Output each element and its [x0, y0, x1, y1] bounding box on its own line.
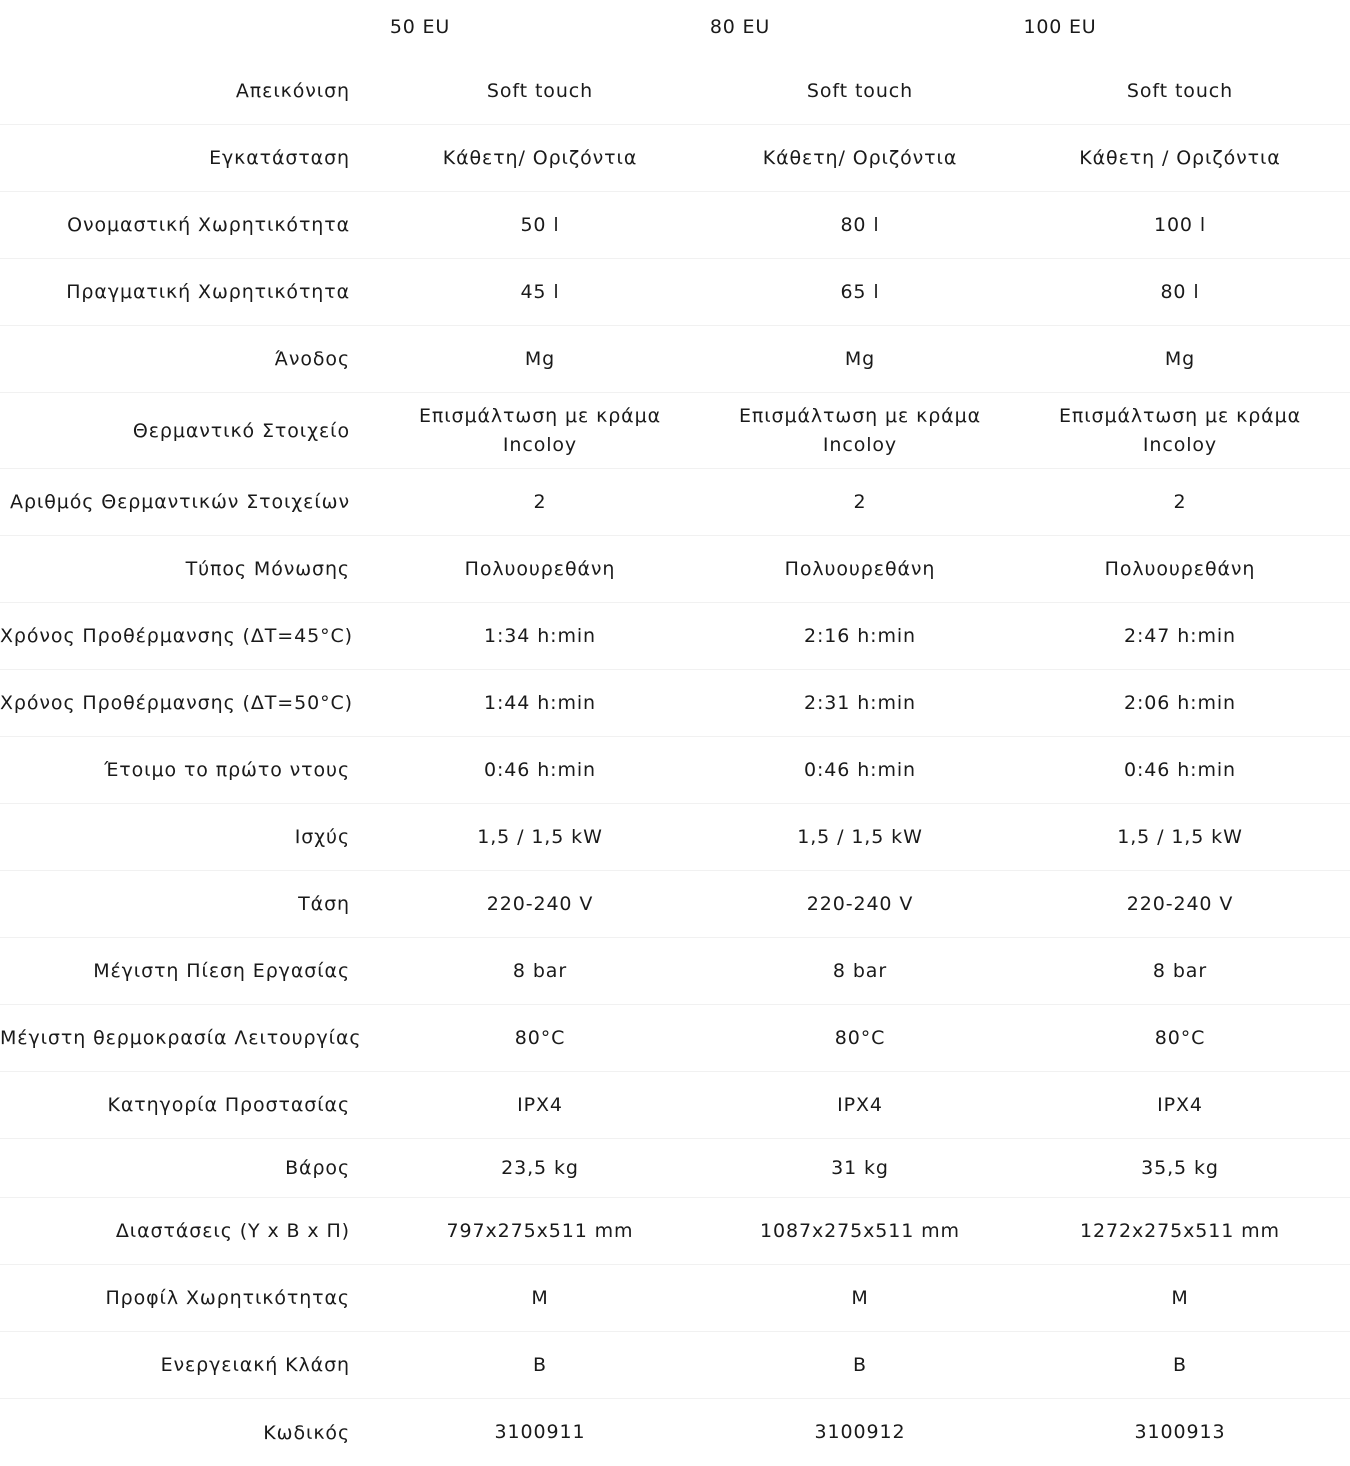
cell-50: 2 — [533, 490, 547, 513]
table-row — [0, 938, 1350, 1005]
cell-80 — [700, 402, 1020, 460]
cell-100: Soft touch — [1126, 79, 1234, 102]
model-header-100: 100 EU — [1023, 16, 1097, 38]
row-label: Απεικόνιση — [235, 80, 350, 102]
cell-50: M — [531, 1286, 549, 1309]
row-label: Χρόνος Προθέρμανσης (ΔT=45°C) — [0, 625, 353, 647]
table-row — [0, 1399, 1350, 1466]
cell-line-2: Incoloy — [822, 433, 898, 456]
table-row — [0, 469, 1350, 536]
table-row — [0, 326, 1350, 393]
cell-100: M — [1171, 1286, 1189, 1309]
cell-50: 80°C — [514, 1026, 566, 1049]
table-row — [0, 804, 1350, 871]
cell-80: IPX4 — [837, 1093, 883, 1116]
cell-80: 1,5 / 1,5 kW — [797, 825, 923, 848]
model-header-80: 80 EU — [709, 16, 771, 38]
cell-50: Πολυουρεθάνη — [464, 557, 616, 580]
row-label: Άνοδος — [274, 348, 350, 370]
table-row — [0, 670, 1350, 737]
cell-100: Mg — [1164, 347, 1196, 370]
cell-100: 1272x275x511 mm — [1080, 1219, 1280, 1242]
cell-80: 65 l — [840, 280, 880, 303]
cell-50: 797x275x511 mm — [446, 1219, 634, 1242]
table-header — [0, 0, 1350, 58]
cell-50: 23,5 kg — [501, 1156, 579, 1179]
cell-100: Πολυουρεθάνη — [1104, 557, 1256, 580]
cell-100: 2:47 h:min — [1124, 624, 1236, 647]
cell-50: 220-240 V — [486, 892, 594, 915]
cell-50: 1:34 h:min — [484, 624, 596, 647]
cell-80: B — [853, 1353, 867, 1376]
cell-100: 2 — [1173, 490, 1187, 513]
cell-100: 100 l — [1153, 213, 1207, 236]
row-label: Διαστάσεις (Υ x Β x Π) — [115, 1220, 350, 1242]
cell-80: 1087x275x511 mm — [760, 1219, 960, 1242]
cell-line-1: Επισμάλτωση με κράμα — [1058, 404, 1302, 427]
model-header-50: 50 EU — [389, 16, 451, 38]
cell-line-1: Επισμάλτωση με κράμα — [418, 404, 662, 427]
cell-100: 80 l — [1160, 280, 1200, 303]
cell-80: 220-240 V — [806, 892, 914, 915]
table-row — [0, 1072, 1350, 1139]
cell-line-2: Incoloy — [502, 433, 578, 456]
cell-100: 3100913 — [1134, 1421, 1226, 1443]
table-row — [0, 603, 1350, 670]
cell-50: 0:46 h:min — [484, 758, 596, 781]
row-label: Τάση — [298, 893, 350, 915]
row-label: Κατηγορία Προστασίας — [107, 1094, 350, 1116]
cell-80: 2 — [853, 490, 867, 513]
cell-80: 2:31 h:min — [804, 691, 916, 714]
row-label: Κωδικός — [263, 1421, 350, 1444]
row-label: Αριθμός Θερμαντικών Στοιχείων — [10, 491, 350, 513]
table-row — [0, 259, 1350, 326]
cell-50: 45 l — [520, 280, 560, 303]
cell-50: Soft touch — [486, 79, 594, 102]
cell-50: 50 l — [520, 213, 560, 236]
cell-80: 2:16 h:min — [804, 624, 916, 647]
table-row — [0, 871, 1350, 938]
cell-80: Mg — [844, 347, 876, 370]
cell-50: Κάθετη/ Οριζόντια — [442, 146, 638, 169]
cell-100: 0:46 h:min — [1124, 758, 1236, 781]
table-row — [0, 125, 1350, 192]
cell-50: 8 bar — [512, 959, 568, 982]
table-row — [0, 393, 1350, 469]
table-row — [0, 58, 1350, 125]
row-label: Βάρος — [285, 1157, 350, 1179]
cell-100: 2:06 h:min — [1124, 691, 1236, 714]
row-label: Χρόνος Προθέρμανσης (ΔT=50°C) — [0, 692, 353, 714]
cell-80: M — [851, 1286, 869, 1309]
cell-80: 31 kg — [831, 1156, 889, 1179]
cell-80: 3100912 — [814, 1421, 906, 1443]
cell-50 — [380, 402, 700, 460]
row-label: Θερμαντικό Στοιχείο — [132, 419, 350, 442]
cell-80: 80°C — [834, 1026, 886, 1049]
cell-80: 0:46 h:min — [804, 758, 916, 781]
cell-50: B — [533, 1353, 547, 1376]
cell-100: 1,5 / 1,5 kW — [1117, 825, 1243, 848]
row-label: Προφίλ Χωρητικότητας — [105, 1287, 350, 1309]
cell-80: Soft touch — [806, 79, 914, 102]
table-row — [0, 536, 1350, 603]
cell-80: 8 bar — [832, 959, 888, 982]
cell-100: 220-240 V — [1126, 892, 1234, 915]
row-label: Εγκατάσταση — [209, 147, 350, 169]
cell-100: Κάθετη / Οριζόντια — [1079, 146, 1281, 169]
table-row — [0, 1198, 1350, 1265]
table-row — [0, 737, 1350, 804]
row-label: Τύπος Μόνωσης — [185, 558, 350, 580]
table-row — [0, 1332, 1350, 1399]
cell-100: B — [1173, 1353, 1187, 1376]
cell-100 — [1020, 402, 1340, 460]
cell-80: 80 l — [840, 213, 880, 236]
cell-50: 3100911 — [494, 1421, 586, 1443]
cell-100: 8 bar — [1152, 959, 1208, 982]
cell-line-2: Incoloy — [1142, 433, 1218, 456]
cell-100: 80°C — [1154, 1026, 1206, 1049]
cell-100: IPX4 — [1157, 1093, 1203, 1116]
row-label: Ισχύς — [294, 826, 350, 848]
cell-50: Mg — [524, 347, 556, 370]
table-row — [0, 192, 1350, 259]
table-row — [0, 1005, 1350, 1072]
cell-80: Κάθετη/ Οριζόντια — [762, 146, 958, 169]
cell-80: Πολυουρεθάνη — [784, 557, 936, 580]
cell-line-1: Επισμάλτωση με κράμα — [738, 404, 982, 427]
cell-50: 1,5 / 1,5 kW — [477, 825, 603, 848]
cell-50: 1:44 h:min — [484, 691, 596, 714]
row-label: Ενεργειακή Κλάση — [160, 1354, 350, 1376]
row-label: Μέγιστη θερμοκρασία Λειτουργίας — [0, 1027, 362, 1049]
table-row — [0, 1265, 1350, 1332]
table-row — [0, 1139, 1350, 1198]
row-label: Έτοιμο το πρώτο ντους — [104, 759, 350, 781]
row-label: Ονομαστική Χωρητικότητα — [67, 214, 350, 236]
cell-50: IPX4 — [517, 1093, 563, 1116]
cell-100: 35,5 kg — [1141, 1156, 1219, 1179]
row-label: Μέγιστη Πίεση Εργασίας — [93, 960, 350, 982]
row-label: Πραγματική Χωρητικότητα — [66, 281, 350, 303]
